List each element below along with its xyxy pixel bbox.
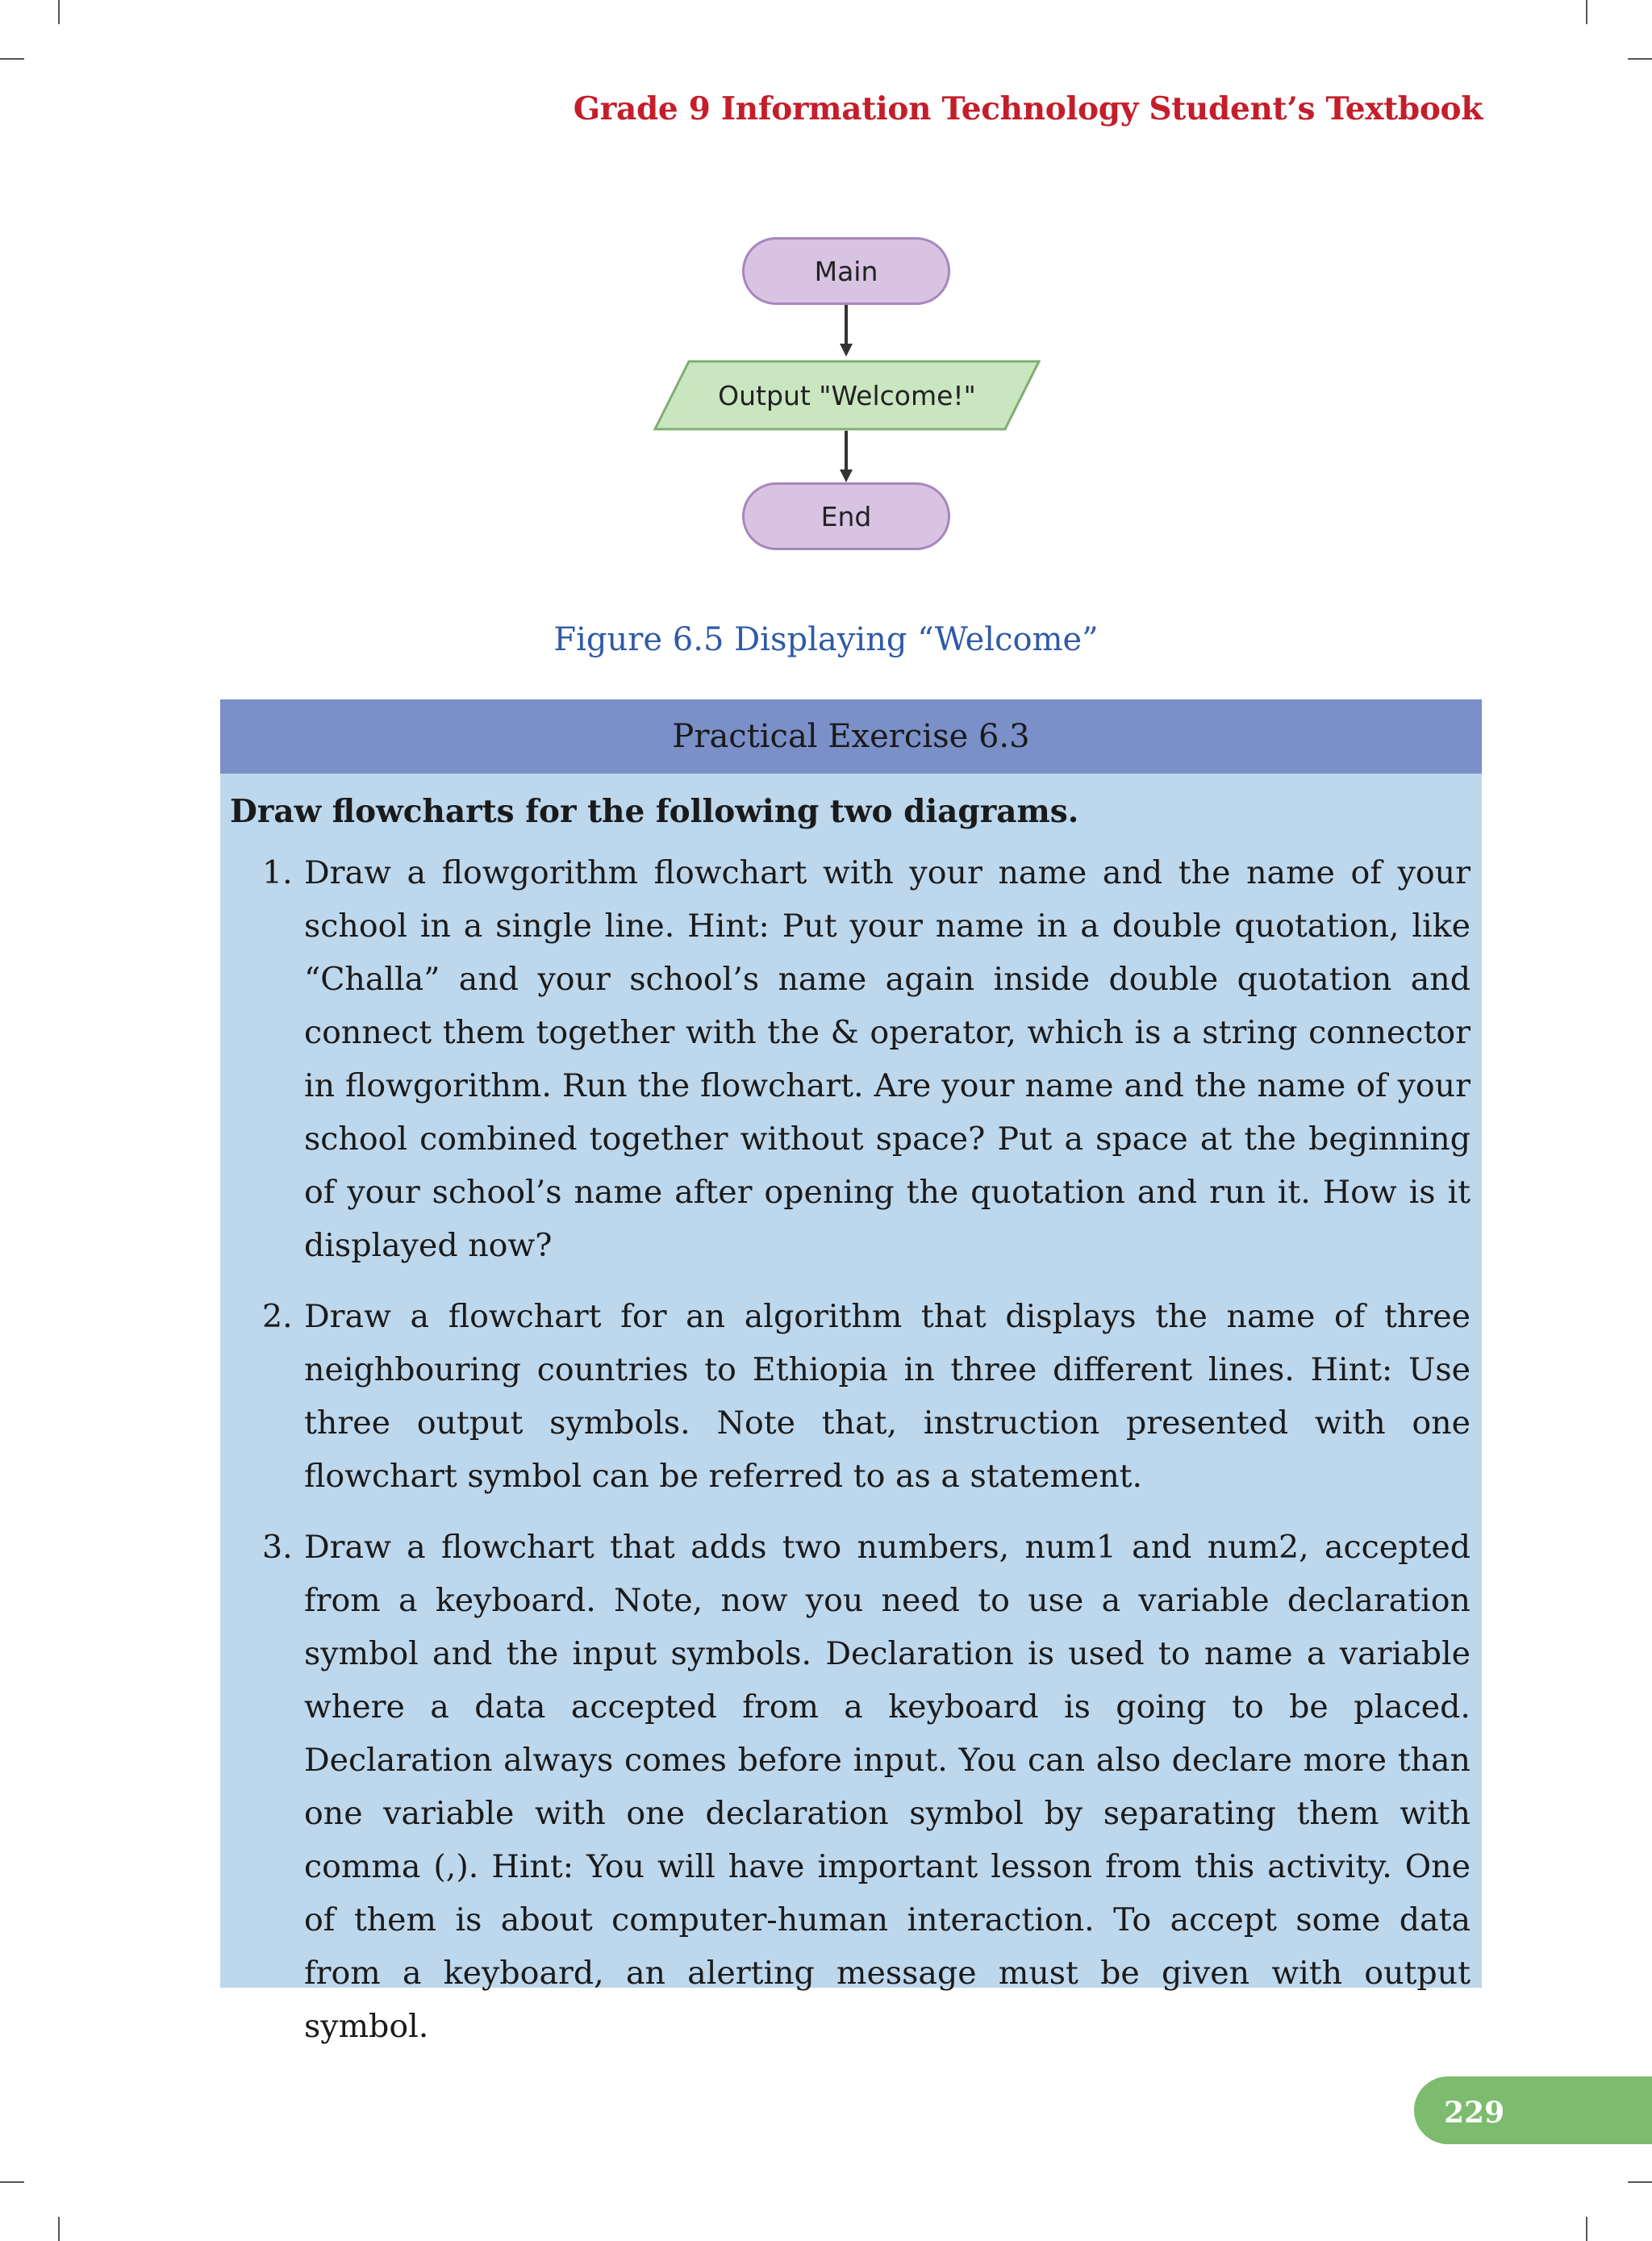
- crop-mark: [58, 2217, 60, 2241]
- item-number: 1.: [262, 854, 293, 891]
- item-number: 3.: [262, 1529, 293, 1566]
- item-text: Draw a flowchart that adds two numbers, num1 and num2, accepted from a keyboard. Note, now you need to use a variable declaration symbol and the input symbols. Declaration is used to name a variable where a data accepted from a keyboard is going to be placed. Declaration always comes before input. You can also declare more than one variable with one declaration symbol by separating them with comma (,). Hint: You will have important lesson from this activity. One of them is about computer-human interaction. To accept some data from a keyboard, an alerting message must be given with output symbol.: [304, 1529, 1471, 2045]
- crop-mark: [1586, 0, 1587, 24]
- output-node-label: Output "Welcome!": [718, 379, 976, 411]
- flowchart-end-node: [742, 482, 950, 550]
- exercise-item: [230, 846, 1471, 1272]
- crop-mark: [0, 58, 24, 60]
- running-header: Grade 9 Information Technology Student’s Textbook: [573, 90, 1483, 127]
- item-text: Draw a flowchart for an algorithm that displays the name of three neighbouring countries to Ethiopia in three different lines. Hint: Use three output symbols. Note that, instruction presented with one flowchart symbol can be referred to as a statement.: [304, 1298, 1471, 1495]
- exercise-item: [230, 1290, 1471, 1503]
- flowchart-start-node: [742, 237, 950, 305]
- exercise-item: [230, 1521, 1471, 2053]
- figure-caption: Figure 6.5 Displaying “Welcome”: [553, 621, 1099, 658]
- end-node-label: End: [820, 500, 872, 532]
- crop-mark: [0, 2181, 24, 2183]
- exercise-body: [220, 774, 1482, 2045]
- start-node-label: Main: [814, 255, 878, 287]
- exercise-title: Practical Exercise 6.3: [672, 718, 1030, 755]
- crop-mark: [1628, 58, 1652, 60]
- crop-mark: [1628, 2181, 1652, 2183]
- exercise-instructions: Draw flowcharts for the following two diagrams.: [230, 793, 1079, 830]
- crop-mark: [58, 0, 60, 24]
- exercise-title-bar: [220, 699, 1482, 774]
- practical-exercise-box: [220, 699, 1482, 2045]
- item-text: Draw a flowgorithm flowchart with your name and the name of your school in a single line. Hint: Put your name in a double quotation, like “Challa” and your school’s name again inside double quotation and connect them together with the & operator, which is a string connector in flowgorithm. Run the flowchart. Are your name and the name of your school combined together without space? Put a space at the beginning of your school’s name after opening the quotation and run it. How is it displayed now?: [304, 854, 1471, 1264]
- page-number: 229: [1444, 2096, 1505, 2130]
- flowchart-output-node: [653, 360, 1041, 431]
- flow-arrow: [838, 431, 854, 484]
- flowchart-figure: [629, 226, 1065, 565]
- item-number: 2.: [262, 1298, 293, 1335]
- crop-mark: [1586, 2217, 1587, 2241]
- flow-arrow: [838, 305, 854, 358]
